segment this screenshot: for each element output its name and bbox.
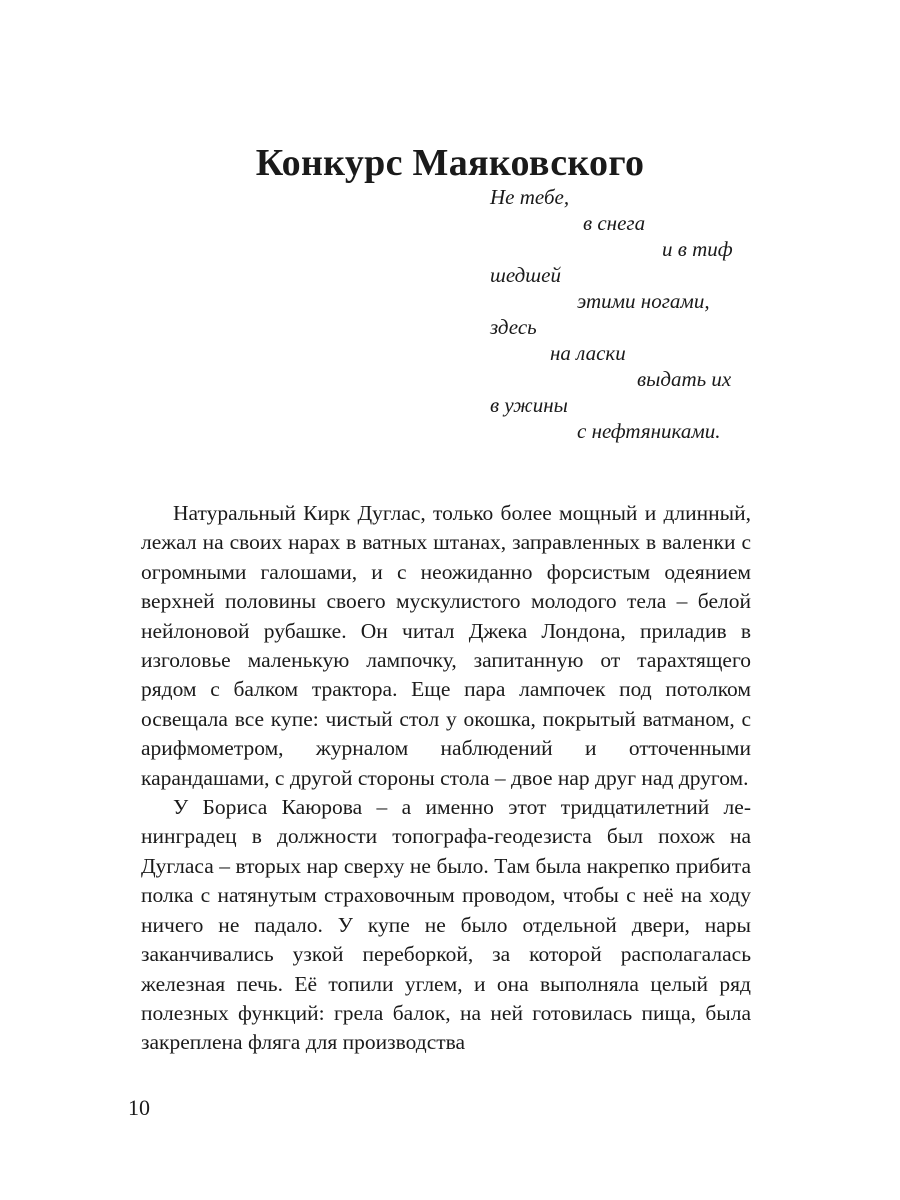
epigraph-line: шедшей — [490, 263, 561, 287]
epigraph-poem — [490, 184, 750, 444]
paragraph: Натуральный Кирк Дуглас, только более мощный и длинный, лежал на своих нарах в ватных штанах, заправленных в валенки с огромными галошами, и с неожиданно форсистым одеянием верхней половины своего мускулистого молодого тела – белой нейлоновой рубашке. Он читал Джека Лондона, приладив в изголовье маленькую лампочку, запитанную от тарахтящего рядом с балком трактора. Еще пара лампочек под потолком освещала все купе: чистый стол у окошка, покрытый ватманом, с арифмометром, журналом наблюдений и отточенными карандашами, с другой стороны стола – двое нар друг над другом. — [141, 501, 751, 790]
page-number: 10 — [128, 1095, 150, 1120]
epigraph-line: и в тиф — [662, 237, 733, 261]
chapter-title: Конкурс Маяковского — [255, 142, 645, 185]
epigraph-line: на ласки — [550, 341, 626, 365]
epigraph-line: выдать их — [637, 367, 732, 391]
epigraph-line: с нефтяниками. — [577, 419, 721, 443]
body-text — [141, 499, 751, 1058]
epigraph-line: в ужины — [490, 393, 568, 417]
epigraph-line: Не тебе, — [490, 185, 570, 209]
epigraph-line: этими ногами, — [577, 289, 710, 313]
epigraph-line: здесь — [490, 315, 537, 339]
epigraph-line: в снега — [583, 211, 646, 235]
paragraph: У Бориса Каюрова – а именно этот тридцатилетний ленинградец в должности топографа-геодезиста был похож на Дугласа – вторых нар сверху не было. Там была накрепко прибита полка с натянутым страховочным проводом, чтобы с неё на ходу ничего не падало. У купе не было отдельной двери, нары заканчивались узкой переборкой, за которой располагалась железная печь. Её топили углем, и она выполняла целый ряд полезных функций: грела балок, на ней готовилась пища, была закреплена фляга для производства — [141, 795, 751, 1055]
